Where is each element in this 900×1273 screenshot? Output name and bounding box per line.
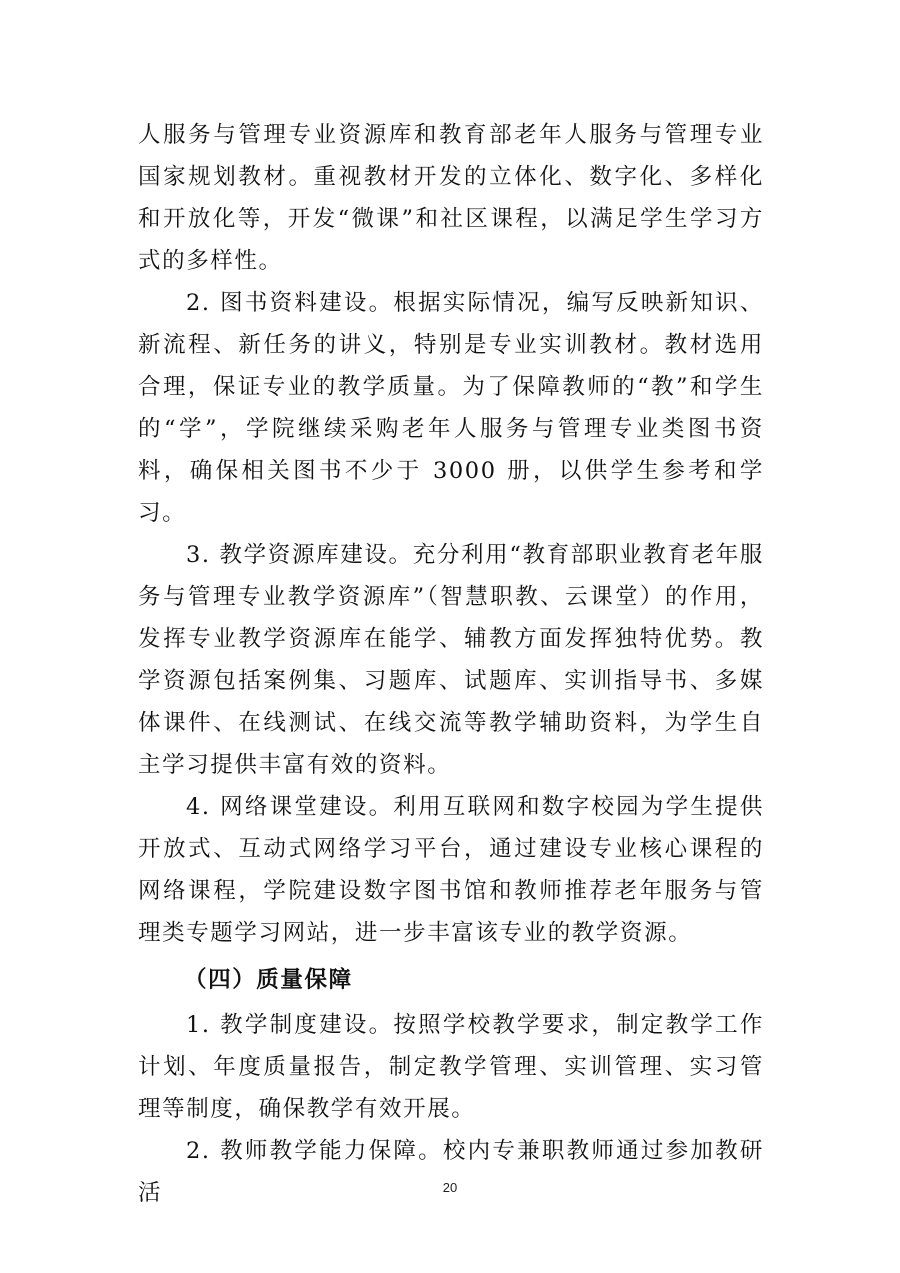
paragraph-continuation: 人服务与管理专业资源库和教育部老年人服务与管理专业国家规划教材。重视教材开发的立体化、数字化、多样化和开放化等，开发“微课”和社区课程，以满足学生学习方式的多样性。 — [138, 122, 764, 274]
page-number: 20 — [442, 1180, 458, 1195]
document-body — [138, 114, 764, 1214]
paragraph-library-resources: 2. 图书资料建设。根据实际情况，编写反映新知识、新流程、新任务的讲义，特别是专业实训教材。教材选用合理，保证专业的教学质量。为了保障教师的“教”和学生的“学”，学院继续采购老年人服务与管理专业类图书资料，确保相关图书不少于 3000 册，以供学生参考和学习。 — [138, 290, 764, 526]
paragraph-resource-bank: 3. 教学资源库建设。充分利用“教育部职业教育老年服务与管理专业教学资源库”（智慧职教、云课堂）的作用，发挥专业教学资源库在能学、辅教方面发挥独特优势。教学资源包括案例集、习题库、试题库、实训指导书、多媒体课件、在线测试、在线交流等教学辅助资料，为学生自主学习提供丰富有效的资料。 — [138, 542, 764, 778]
paragraph-online-classroom: 4. 网络课堂建设。利用互联网和数字校园为学生提供开放式、互动式网络学习平台，通过建设专业核心课程的网络课程，学院建设数字图书馆和教师推荐老年服务与管理类专题学习网站，进一步丰富该专业的教学资源。 — [138, 794, 764, 946]
paragraph-teacher-ability: 2. 教师教学能力保障。校内专兼职教师通过参加教研活 — [138, 1138, 764, 1206]
section-heading-quality-assurance: （四）质量保障 — [184, 967, 353, 993]
paragraph-teaching-system: 1. 教学制度建设。按照学校教学要求，制定教学工作计划、年度质量报告，制定教学管理、实训管理、实习管理等制度，确保教学有效开展。 — [138, 1012, 764, 1122]
